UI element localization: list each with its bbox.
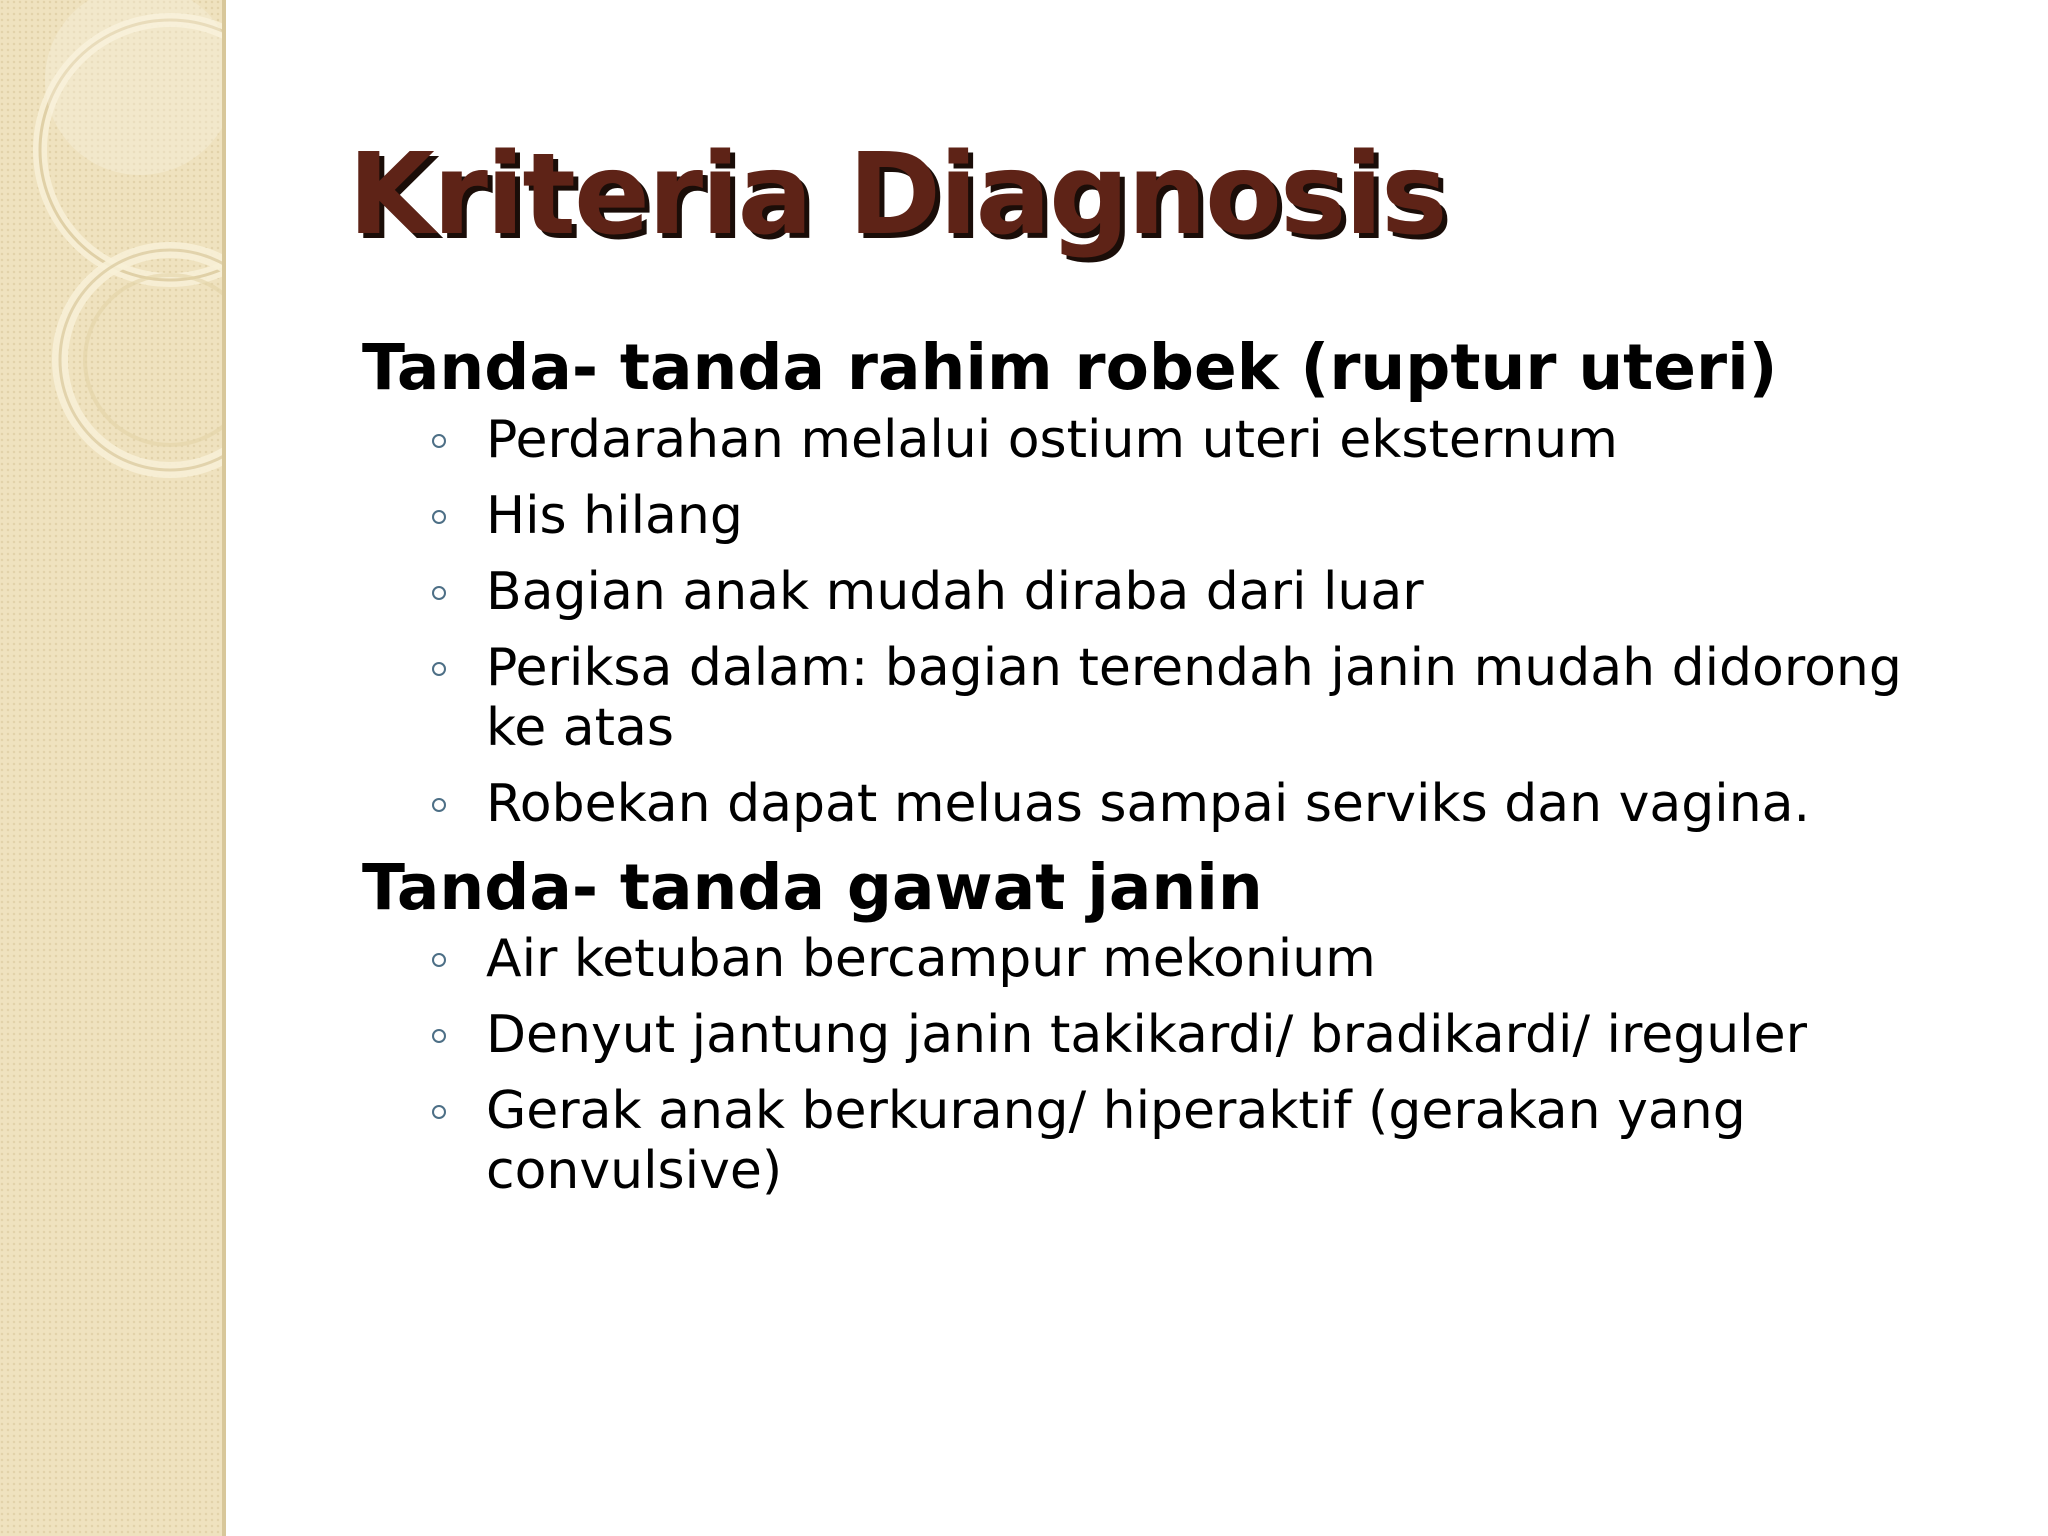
sidebar-texture-panel [0,0,226,1536]
section-gawat-janin [362,850,1962,1202]
bullet-icon [432,1105,446,1119]
list-item-text: Bagian anak mudah diraba dari luar [486,561,1424,622]
bullet-list [362,410,1962,834]
list-item [362,1005,1962,1065]
list-item [362,410,1962,470]
list-item-text: Denyut jantung janin takikardi/ bradikardi/ ireguler [486,1005,1807,1066]
bullet-icon [432,510,446,524]
list-item-text: Periksa dalam: bagian terendah janin mudah didorong ke atas [486,637,1902,758]
list-item-text: Gerak anak berkurang/ hiperaktif (gerakan yang convulsive) [486,1081,1746,1202]
bullet-icon [432,586,446,600]
bullet-icon [432,662,446,676]
list-item-text: Air ketuban bercampur mekonium [486,929,1376,990]
rings-decoration [0,0,226,520]
bullet-icon [432,798,446,812]
bullet-icon [432,1029,446,1043]
list-item [362,774,1962,834]
list-item [362,562,1962,622]
bullet-icon [432,434,446,448]
slide-title: Kriteria Diagnosis [348,130,1446,260]
sidebar-edge [222,0,226,1536]
slide-content [362,330,1962,1217]
list-item [362,929,1962,989]
list-item-text: Robekan dapat meluas sampai serviks dan vagina. [486,773,1811,834]
list-item [362,638,1962,758]
section-ruptur-uteri [362,330,1962,834]
bullet-list [362,929,1962,1201]
bullet-icon [432,953,446,967]
section-heading: Tanda- tanda rahim robek (ruptur uteri) [362,331,1778,404]
list-item-text: Perdarahan melalui ostium uteri eksternum [486,409,1618,470]
list-item [362,1081,1962,1201]
section-heading: Tanda- tanda gawat janin [362,850,1263,924]
list-item [362,486,1962,546]
list-item-text: His hilang [486,485,743,546]
